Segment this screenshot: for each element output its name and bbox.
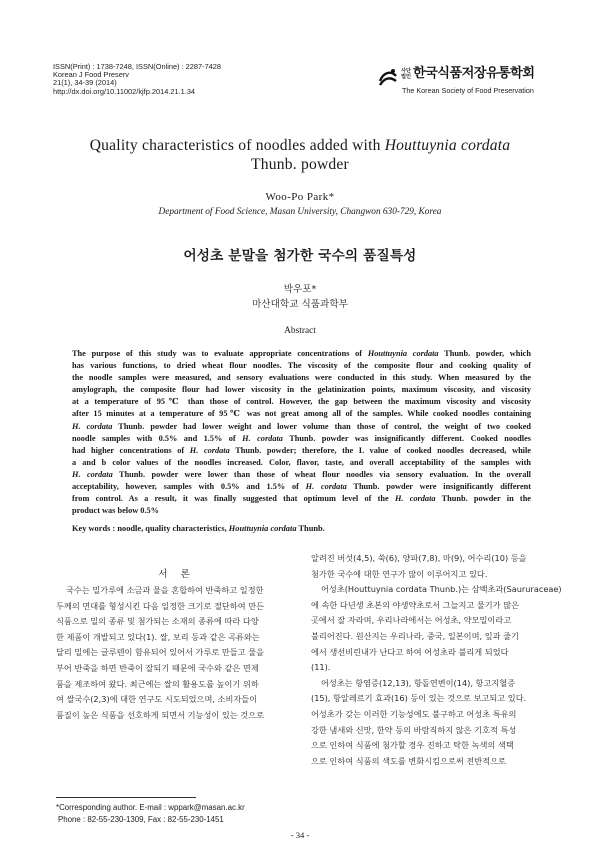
abstract-line bbox=[72, 469, 531, 481]
body-line: (15), 항알레르기 효과(16) 등이 있는 것으로 보고되고 있다. bbox=[311, 693, 527, 704]
abstract-line bbox=[72, 408, 531, 420]
abstract-seg: H. cordata bbox=[305, 482, 347, 492]
paper-title bbox=[0, 136, 600, 174]
body-line: 어성초는 항염증(12,13), 항돌연변이(14), 항고지혈증 bbox=[321, 677, 516, 688]
body-line: 품질이 높은 식품을 선호하게 되면서 기능성이 있는 것으로 bbox=[56, 709, 265, 720]
footnote-line2: Phone : 82-55-230-1309, Fax : 82-55-230-1451 bbox=[58, 815, 224, 824]
korean-author: 박우포* bbox=[283, 284, 317, 295]
title-line2: Thunb. powder bbox=[251, 156, 349, 173]
abstract-heading: Abstract bbox=[284, 326, 316, 336]
affiliation: Department of Food Science, Masan University, Changwon 630-729, Korea bbox=[158, 207, 442, 217]
abstract-seg: noodle samples with 0.5% and 1.5% of bbox=[72, 433, 243, 443]
footnote-line1: *Corresponding author. E-mail : wppark@masan.ac.kr bbox=[56, 803, 245, 812]
korean-affiliation: 마산대학교 식품과학부 bbox=[252, 299, 348, 310]
korean-title: 어성초 분말을 첨가한 국수의 품질특성 bbox=[183, 248, 417, 264]
abstract-line bbox=[72, 421, 531, 433]
body-line: 부어 반죽을 하면 반죽이 잘되기 때문에 국수와 같은 면제 bbox=[56, 662, 259, 673]
society-prefix-1: 사단 bbox=[401, 68, 412, 74]
author: Woo-Po Park* bbox=[265, 191, 335, 203]
page-number: - 34 - bbox=[290, 830, 310, 840]
abstract-seg: from control. As a result, it was finally suggested that optimum level of the bbox=[72, 494, 395, 504]
body-line: 달리 밀에는 글루텐이 함유되어 있어서 가루로 만들고 물을 bbox=[56, 647, 265, 658]
abstract-seg: acceptability, however, samples with 0.5% and 1.5% of bbox=[72, 482, 306, 492]
abstract-seg: H. cordata bbox=[242, 433, 283, 443]
body-line: 국수는 밀가루에 소금과 물을 혼합하여 반죽하고 일정한 bbox=[66, 585, 264, 595]
abstract-seg: has various functions, to dried wheat flour noodles. The viscosity of the composite flour and cooking quality of bbox=[72, 361, 531, 371]
abstract-line bbox=[72, 384, 531, 396]
title-part1: Quality characteristics of noodles added with bbox=[89, 137, 385, 154]
society-logo bbox=[378, 66, 568, 96]
body-line: 에 속한 다년생 초본의 야생약초로서 그늘지고 물기가 많은 bbox=[311, 599, 520, 610]
body-line: 식품으로 밀의 종류 및 첨가되는 소재의 종류에 따라 다양 bbox=[56, 616, 259, 627]
abstract-body bbox=[72, 348, 531, 517]
abstract-line bbox=[72, 360, 531, 372]
keyword-seg: Houttuynia cordata bbox=[228, 524, 297, 533]
abstract-line bbox=[72, 505, 531, 517]
body-line: 곳에서 잘 자라며, 우리나라에서는 어성초, 약모밀이라고 bbox=[311, 615, 512, 626]
abstract-seg: H. cordata bbox=[72, 469, 113, 479]
journal-meta bbox=[53, 63, 221, 96]
abstract-line bbox=[72, 372, 531, 384]
body-line: 불리어진다. 원산지는 우리나라, 중국, 일본이며, 잎과 줄기 bbox=[311, 630, 519, 641]
body-line: 두께의 면대를 형성시킨 다음 일정한 크기로 절단하여 만든 bbox=[56, 600, 265, 611]
body-line: 에서 생선비린내가 난다고 하여 어성초라 불리게 되었다 bbox=[311, 646, 509, 657]
journal-name: Korean J Food Preserv bbox=[53, 70, 129, 80]
section-heading-introduction: 서 론 bbox=[158, 569, 195, 580]
abstract-seg: after 15 minutes at a temperature of 95℃ was not great among all of the samples. While cooked noodles containing bbox=[72, 409, 531, 419]
abstract-seg: the noodle samples were measured, and sensory evaluations were conducted in this study. When measured by the bbox=[72, 373, 531, 383]
body-line: 으로 인하여 식품의 색도를 변화시킴으로써 전반적으로 bbox=[311, 755, 506, 766]
abstract-seg: amylograph, the composite flour had lower viscosity in the gelatinization points, maximum viscosity, and viscosity bbox=[72, 385, 531, 395]
society-emblem-icon bbox=[378, 67, 398, 87]
abstract-seg: at a temperature of 95℃ than those of control. However, the gap between the maximum viscosity and viscosity bbox=[72, 397, 531, 407]
body-line: 한 제품이 개발되고 있다(1). 쌀, 보리 등과 같은 곡류와는 bbox=[56, 631, 260, 642]
right-column-text bbox=[311, 551, 562, 769]
body-line: 알려진 버섯(4,5), 쑥(6), 양파(7,8), 마(9), 어수리(10) 등을 bbox=[311, 553, 527, 563]
abstract-seg: had higher concentrations of bbox=[72, 445, 190, 455]
keywords bbox=[72, 524, 325, 533]
abstract-seg: Thunb. powder, which bbox=[438, 349, 531, 358]
keyword-seg: Key words : noodle, quality characteristics, bbox=[72, 524, 229, 533]
abstract-line bbox=[72, 396, 531, 408]
doi-link[interactable]: http://dx.doi.org/10.11002/kjfp.2014.21.1.34 bbox=[53, 86, 196, 96]
abstract-seg: H. cordata bbox=[72, 421, 113, 431]
title-species: Houttuynia cordata bbox=[384, 137, 511, 154]
keyword-seg: Thunb. bbox=[296, 524, 325, 533]
abstract-seg: Thunb. powder had lower weight and lower volume than those of control, the weight of two cooked bbox=[112, 421, 531, 431]
body-line: 어성초(Houttuynia cordata Thunb.)는 삼백초과(Saururaceae) bbox=[321, 584, 562, 595]
body-line: 으로 인하여 식품에 첨가할 경우 진하고 탁한 녹색의 색택 bbox=[311, 740, 514, 751]
society-name-ko: 한국식품저장유통학회 bbox=[413, 66, 535, 81]
abstract-line bbox=[72, 493, 531, 505]
volume-line: 21(1), 34-39 (2014) bbox=[53, 78, 117, 88]
issn-line: ISSN(Print) : 1738-7248, ISSN(Online) : 2287-7428 bbox=[53, 62, 222, 71]
abstract-line bbox=[72, 457, 531, 469]
body-line: 품을 제조하여 왔다. 최근에는 쌀의 활용도를 높이기 위하 bbox=[56, 678, 259, 689]
abstract-seg: Thunb. powder were lower than those of wheat flour noodles via sensory evaluation. In the overall bbox=[112, 469, 531, 479]
abstract-seg: Thunb. powder; therefore, the L value of cooked noodles decreased, while bbox=[229, 445, 531, 455]
left-column-text bbox=[56, 583, 298, 723]
abstract-seg: Thunb. powder were insignificantly different bbox=[346, 482, 532, 492]
body-line: 강한 냄새와 신맛, 한약 등의 바람직하지 않은 기호적 특성 bbox=[311, 724, 517, 735]
society-prefix-2: 법인 bbox=[401, 73, 412, 80]
abstract-seg: Houttuynia cordata bbox=[367, 349, 439, 358]
abstract-line bbox=[72, 348, 531, 360]
abstract-line bbox=[72, 481, 531, 493]
body-line: 첨가한 국수에 대한 연구가 많이 이루어지고 있다. bbox=[311, 568, 488, 579]
abstract-seg: The purpose of this study was to evaluate appropriate concentrations of bbox=[72, 349, 368, 358]
abstract-line bbox=[72, 445, 531, 457]
body-line: (11). bbox=[311, 662, 331, 673]
abstract-seg: a and b color values of the noodles increased. Color, flavor, taste, and overall acceptability of the samples with bbox=[72, 457, 531, 467]
abstract-seg: H. cordata bbox=[189, 445, 230, 455]
society-name-en: The Korean Society of Food Preservation bbox=[402, 86, 534, 95]
body-line: 여 쌀국수(2,3)에 대한 연구도 시도되었으며, 소비자들이 bbox=[56, 694, 258, 705]
abstract-seg: H. cordata bbox=[394, 494, 436, 504]
abstract-seg: Thunb. powder was insignificantly different. Cooked noodles bbox=[282, 433, 531, 443]
body-line: 어성초가 갖는 이러한 기능성에도 불구하고 어성초 특유의 bbox=[311, 708, 517, 719]
footnote bbox=[56, 797, 245, 826]
abstract-seg: product was below 0.5% bbox=[72, 506, 159, 516]
footnote-rule bbox=[56, 797, 196, 798]
abstract-line bbox=[72, 433, 531, 445]
abstract-seg: Thunb. powder in the bbox=[435, 494, 531, 504]
